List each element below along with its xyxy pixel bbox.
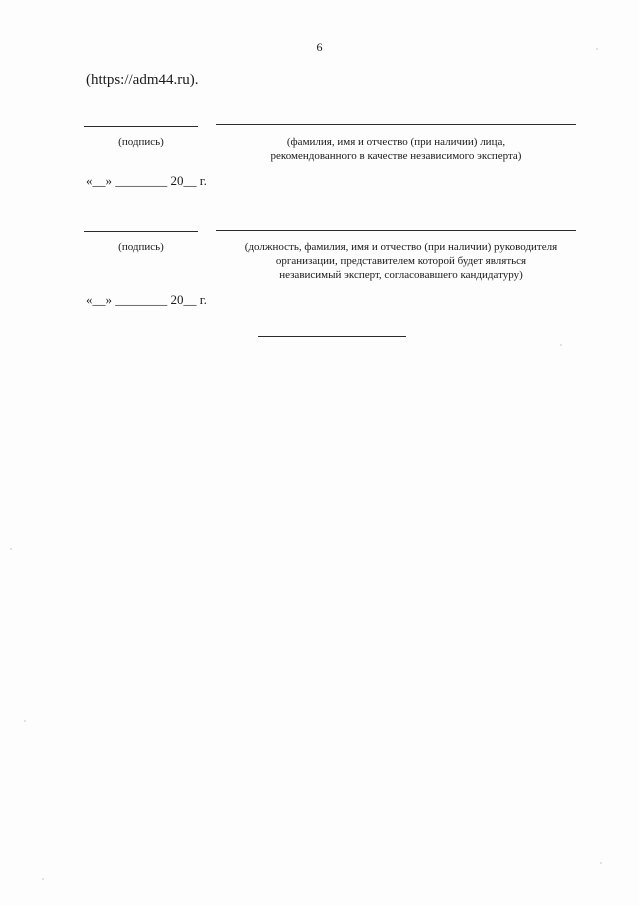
signature-caption-1: (подпись) bbox=[118, 136, 164, 148]
date-line-1: «__» ________ 20__ г. bbox=[86, 173, 207, 188]
closing-separator-line bbox=[258, 336, 406, 337]
date-line-2: «__» ________ 20__ г. bbox=[86, 292, 207, 307]
name-caption-1-line1: (фамилия, имя и отчество (при наличии) лица, bbox=[286, 136, 506, 148]
signature-line-1 bbox=[84, 126, 198, 127]
scan-speck bbox=[600, 862, 602, 864]
scan-speck bbox=[24, 720, 26, 722]
scan-speck bbox=[560, 344, 562, 346]
name-line-1 bbox=[216, 124, 576, 125]
signature-caption-2: (подпись) bbox=[118, 241, 164, 253]
name-caption-2-line2: организации, представителем которой будет являться bbox=[275, 255, 527, 267]
page-number: 6 bbox=[316, 40, 323, 54]
scan-speck bbox=[10, 548, 12, 550]
signature-line-2 bbox=[84, 231, 198, 232]
name-line-2 bbox=[216, 230, 576, 231]
name-caption-2-line3: независимый эксперт, согласовавшего кандидатуру) bbox=[279, 269, 523, 281]
name-caption-1-line2: рекомендованного в качестве независимого эксперта) bbox=[270, 150, 522, 162]
name-caption-2-line1: (должность, фамилия, имя и отчество (при наличии) руководителя bbox=[244, 241, 558, 253]
scan-speck bbox=[42, 878, 44, 880]
scan-speck bbox=[596, 48, 598, 50]
url-text: (https://adm44.ru). bbox=[86, 72, 199, 88]
